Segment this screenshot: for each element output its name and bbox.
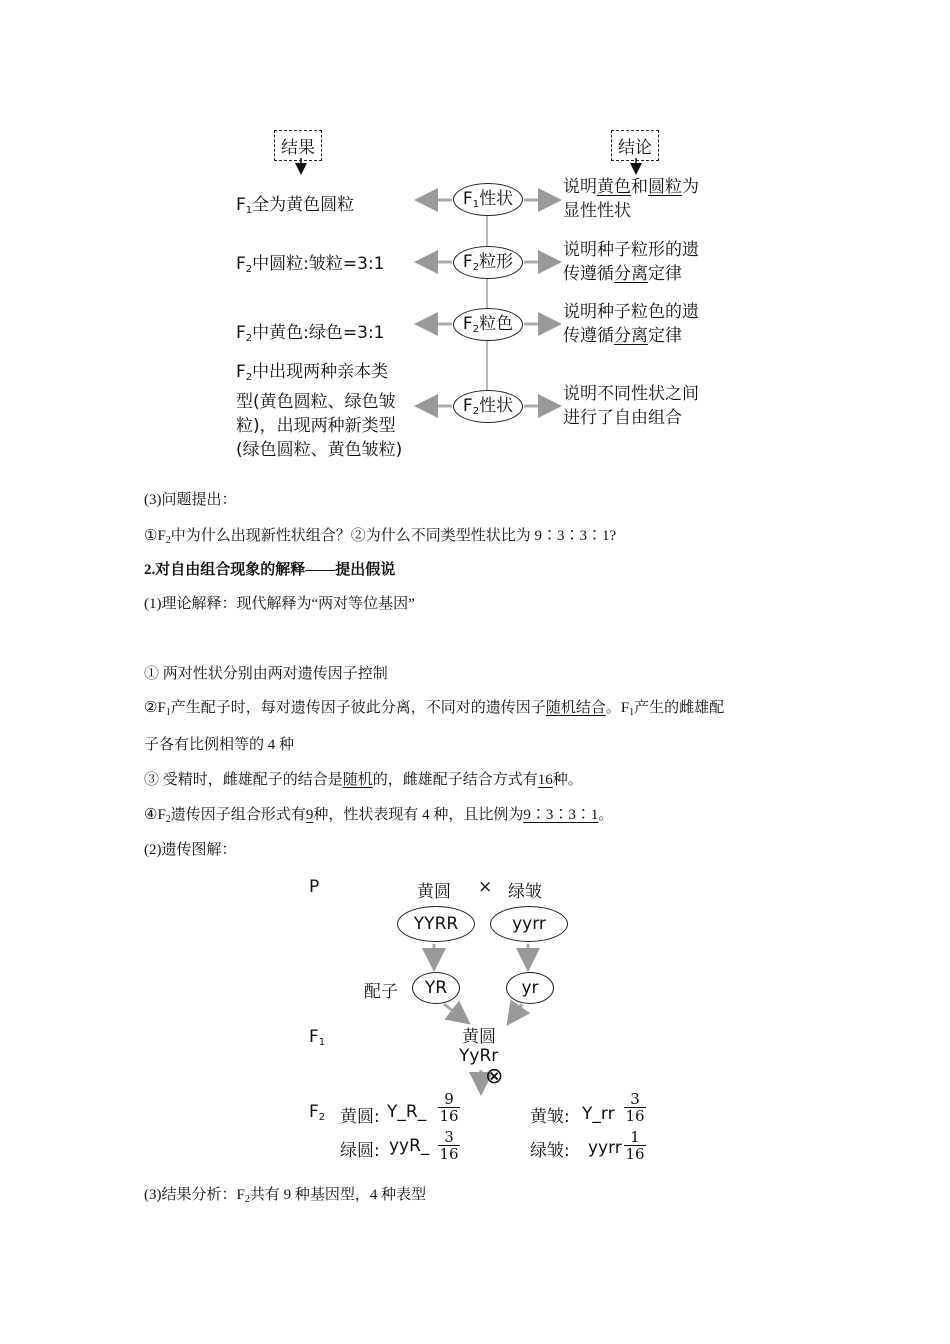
cross-sign: ×	[478, 877, 493, 897]
node-f2-shape: $F_2$粒形	[453, 246, 523, 279]
f2-yellow-wrinkled-ratio: $\frac{3}{16}$	[625, 1090, 645, 1125]
result-row1: $F_1$全为黄色圆粒	[236, 195, 355, 216]
f1-label: $F_1$	[309, 1027, 326, 1048]
f2-green-round-label: 绿圆:	[340, 1141, 380, 1161]
gamete2: yr	[506, 972, 554, 1004]
result-row2: $F_2$中圆粒:皱粒=3:1	[236, 254, 385, 275]
parent1-phenotype: 黄圆	[417, 882, 451, 902]
f2-green-wrinkled-ratio: $\frac{1}{16}$	[625, 1128, 645, 1163]
conclusion-row1: 说明黄色和圆粒为 显性性状	[563, 177, 699, 221]
f1-genotype: YyRr	[459, 1046, 499, 1066]
node-f2-traits: $F_2$性状	[453, 390, 523, 423]
f2-green-round-genotype: yyR_	[389, 1136, 430, 1156]
gamete1: YR	[412, 972, 460, 1004]
result-analysis: (3)结果分析：$F_2$共有 9 种基因型，4 种表型	[144, 1187, 427, 1205]
f2-yellow-round-label: 黄圆:	[340, 1107, 380, 1127]
f2-label: $F_2$	[309, 1102, 326, 1123]
point-3: ③ 受精时，雌雄配子的结合是随机的，雌雄配子结合方式有16种。	[144, 772, 583, 788]
node-f2-color: $F_2$粒色	[453, 308, 523, 341]
f2-yellow-wrinkled-genotype: Y_rr	[582, 1104, 615, 1124]
section-2-heading: 2.对自由组合现象的解释——提出假说	[144, 562, 396, 578]
f2-green-wrinkled-label: 绿皱:	[530, 1141, 570, 1161]
point-2-continued: 子各有比例相等的 4 种	[144, 737, 295, 753]
question-line: $①F_2$中为什么出现新性状组合？②为什么不同类型性状比为 9∶3∶3∶1?	[144, 528, 617, 546]
theory-line: (1)理论解释：现代解释为“两对等位基因”	[144, 596, 415, 612]
f2-yellow-round-genotype: Y_R_	[387, 1102, 427, 1122]
selfing-icon: ⊗	[485, 1064, 504, 1089]
f2-green-round-ratio: $\frac{3}{16}$	[439, 1128, 459, 1163]
parent2-phenotype: 绿皱	[508, 882, 542, 902]
result-row3: $F_2$中黄色:绿色=3:1	[236, 323, 385, 344]
gamete-label: 配子	[364, 982, 398, 1002]
conclusion-header: 结论	[611, 130, 659, 161]
f2-yellow-round-ratio: $\frac{9}{16}$	[439, 1090, 459, 1125]
point-4: $④F_2$遗传因子组合形式有9种，性状表现有 4 种，且比例为9∶3∶3∶1。	[144, 807, 614, 825]
f1-phenotype: 黄圆	[462, 1027, 496, 1047]
question-heading: (3)问题提出：	[144, 492, 237, 508]
conclusion-row3: 说明种子粒色的遗 传遵循分离定律	[563, 302, 699, 346]
result-header: 结果	[274, 130, 322, 161]
result-row4: $F_2$中出现两种亲本类 型(黄色圆粒、绿色皱 粒)，出现两种新类型 (绿色圆粒、黄色皱粒)	[236, 362, 403, 460]
point-1: ① 两对性状分别由两对遗传因子控制	[144, 666, 388, 682]
diagram-heading: (2)遗传图解：	[144, 842, 237, 858]
f2-green-wrinkled-genotype: yyrr	[588, 1138, 622, 1158]
parent2-genotype: yyrr	[490, 906, 568, 942]
f2-yellow-wrinkled-label: 黄皱:	[530, 1107, 570, 1127]
node-f1-trait: $F_1$性状	[453, 183, 523, 216]
point-2: $②F_1$产生配子时，每对遗传因子彼此分离，不同对的遗传因子随机结合。$F_1$产生的雌雄配	[144, 700, 725, 718]
parent1-genotype: YYRR	[397, 906, 475, 942]
conclusion-row2: 说明种子粒形的遗 传遵循分离定律	[563, 240, 699, 284]
conclusion-row4: 说明不同性状之间 进行了自由组合	[563, 384, 699, 428]
p-label: P	[309, 877, 320, 897]
